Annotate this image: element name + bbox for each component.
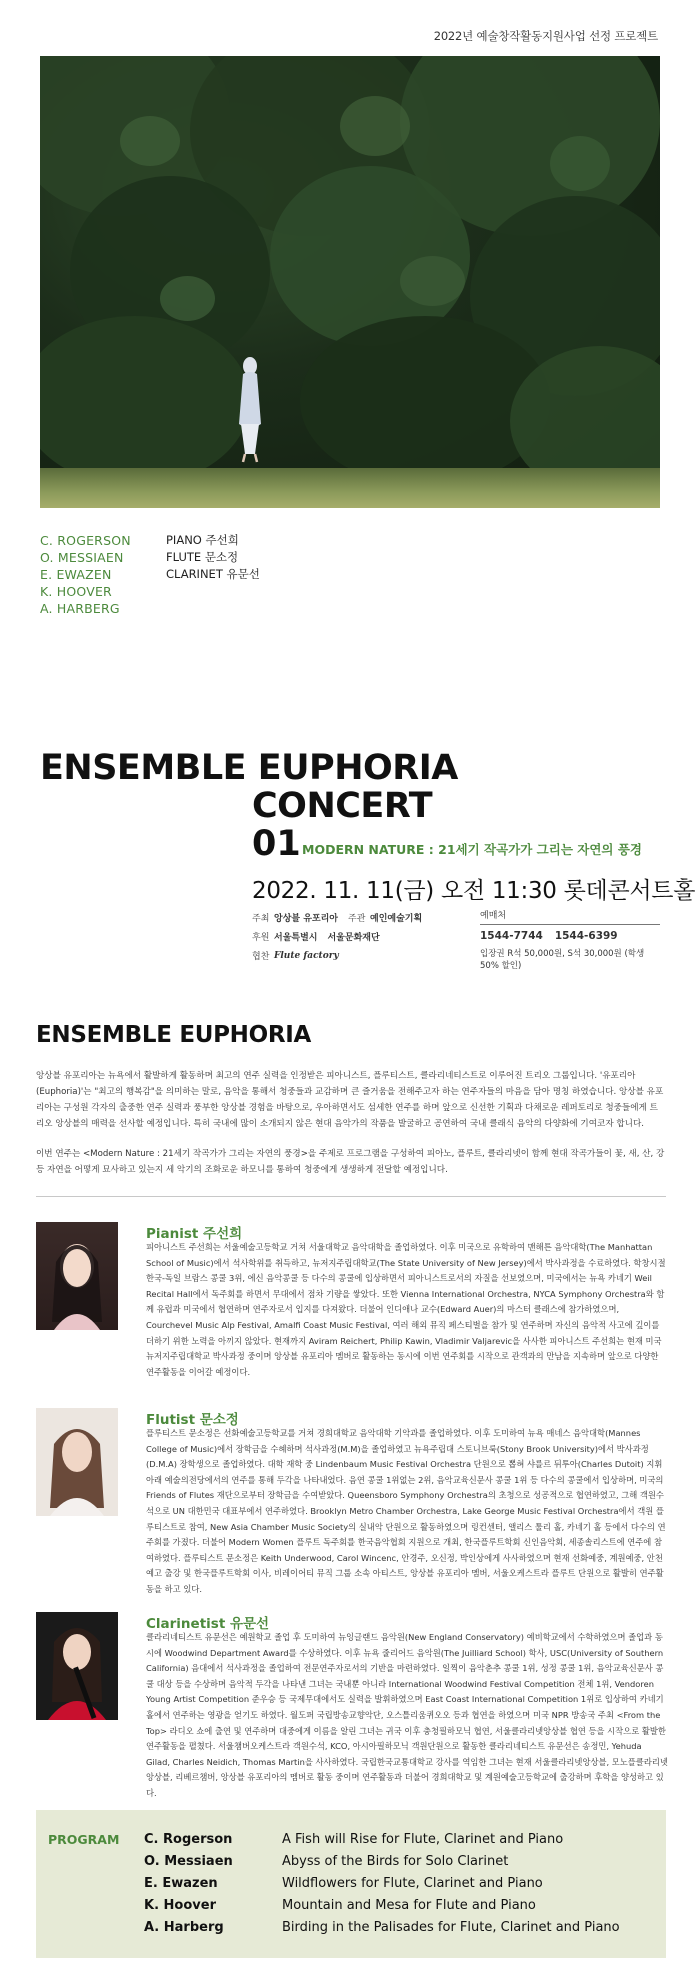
credits [252, 908, 432, 965]
host-name: 앙상블 유포리아 [274, 914, 338, 924]
composer-list [40, 532, 131, 617]
divider [36, 1196, 666, 1197]
concert-title-line2: CONCERT [252, 786, 433, 826]
sponsor-logo-seoul: 서울특별시 [274, 933, 318, 943]
program-composer: O. Messiaen [144, 1854, 233, 1869]
program-box [36, 1810, 666, 1958]
program-work: Wildflowers for Flute, Clarinet and Piano [282, 1876, 543, 1891]
clarinetist-bio: 클라리네티스트 유문선은 예원학교 졸업 후 도미하여 뉴잉글랜드 음악원(New England Conservatory) 예비학교에서 수학하였으며 졸업과 동시에 Woodwind Department Award를 수상하였다. 이후 뉴욕 줄리어드 음악원(The Juilliard School) 학사, USC(University of Southern California) 음대에서 석사과정을 졸업하여 전문연주자로서의 기반을 마련하였다. 일찍이 음악춘추 콩쿨 1위, 성정 콩쿨 1위, 음악교육신문사 콩쿨 대상 등을 수상하며 음악적 두각을 나타낸 그녀는 국내뿐 아니라 International Woodwind Festival Competition 전체 1위, Vendoren Young Artist Competition 준우승 등 국제무대에서도 실력을 발휘하였으며 East Coast International Competition 1위로 입상하여 카네기 홀에서 연주하는 영광을 얻기도 하였다. 월도퍼 국립방송교향악단, 오스틀리움퀴오오 등과 협연을 하였으며 미국 NPR 방송국 주최 <From the Top> 라디오 쇼에 출연 및 연주하며 대중에게 이름을 알린 그녀는 귀국 이후 충청필하모닉 협연, 서울클라리넷앙상블 협연 등을 시작으로 활발한 연주활동을 펼쳤다. 서울챔버오케스트라 객원수석, KCO, 아시아필하모닉 객원단원으로 활동한 클라리네티스트 유문선은 송정민, Yehuda Gilad, Charles Neidich, Thomas Martin을 사사하였다. 국립한국교통대학교 강사를 역임한 그녀는 현재 서울클라리넷앙상블, 모노플클라리넷앙상블, 리베르챔버, 앙상블 유포리아의 멤버로 활동 중이며 연주활동과 더불어 경희대학교 및 계원예술고등학교에 출강하며 후학을 양성하고 있다. [146, 1632, 668, 1798]
program-work: Mountain and Mesa for Flute and Piano [282, 1898, 536, 1913]
ticket-price: 입장권 R석 50,000원, S석 30,000원 (학생 50% 할인) [480, 949, 645, 971]
program-composer: E. Ewazen [144, 1876, 218, 1891]
pianist-bio: 피아니스트 주선희는 서울예술고등학교 거쳐 서울대학교 음악대학을 졸업하였다. 이후 미국으로 유학하여 맨해튼 음악대학(The Manhattan School of Music)에서 석사학위를 취득하고, 뉴저지주립대학교(The State University of New Jersey)에서 박사과정을 수료하였다. 학창시절 한국-독일 브람스 콩쿨 3위, 에신 음악콩쿨 등 다수의 콩쿨에 입상하면서 피아니스트로서의 자질을 선보였으며, 미국에서는 뉴욕 카네기 Weil Recital Hall에서 독주회를 하면서 무대에서 점차 기량을 쌓았다. 또한 Vienna International Orchestra, NYCA Symphony Orchestra와 함께 유럽과 미국에서 협연하며 연주자로서 입지를 다져왔다. 더불어 인디애나 교수(Edward Auer)의 마스터 클래스에 참가하였으며, Courchevel Music Alp Festival, Amalfi Coast Music Festival, 여러 해외 뮤직 페스티벌을 참가 및 연주하며 자신의 음악적 사고에 깊이를 더하기 위한 노력을 아끼지 않았다. 현재까지 Aviram Reichert, Philip Kawin, Vladimir Valjarevic을 사사한 피아니스트 주선희는 현재 미국 뉴저지주립대학교 박사과정 중이며 앙상블 유포리아 멤버로 활동하는 동시에 이번 연주회를 시작으로 관객과의 만남을 지속하며 앞으로 다양한 연주활동을 이어갈 예정이다. [146, 1242, 666, 1377]
flutist-bio: 플루티스트 문소정은 선화예술고등학교를 거쳐 경희대학교 음악대학 기악과를 졸업하였다. 이후 도미하여 뉴욕 매네스 음악대학(Mannes College of Music)에서 장학금을 수혜하며 석사과정(M.M)을 졸업하였고 뉴욕주립대 스토니브룩(Stony Brook University)에서 박사과정(D.M.A) 장학생으로 졸업하였다. 대학 재학 중 Lindenbaum Music Festival Orchestra 단원으로 뽑혀 샤를르 뒤투아(Charles Dutoit) 지휘 아래 예술의전당에서의 연주를 통해 두각을 나타내었다. 음연 콩쿨 1위없는 2위, 음악교육신문사 콩쿨 1위 등 다수의 콩쿨에서 입상하며, 미국의 Friends of Flutes 재단으로부터 장학금을 수여받았다. Queensboro Symphony Orchestra의 초청으로 성공적으로 협연하였고, 그해 객원수석으로 UN 대한민국 대표부에서 연주하였다. Brooklyn Metro Chamber Orchestra, Lake George Music Festival Orchestra에서 객원 플루티스트로 참여, New Asia Chamber Music Society의 실내악 단원으로 활동하였으며 링컨센터, 앨리스 툴리 홀, 카네기 홀 등에서 다수의 연주회를 가졌다. 더불어 Modern Women 플루트 독주회를 한국음악협회 지원으로 개최, 한국플루트학회 신인음악회, 세종솔리스트에 연주에 참여하였다. 플루티스트 문소정은 Keith Underwood, Carol Wincenc, 안경주, 오신정, 박인상에게 사사하였으며 현재 선화예중, 계원예중, 안천예고 출강 및 한국플루트학회 이사, 비레이어티 뮤직 그룹 소속 아티스트, 앙상블 유포리아 멤버, 서울오케스트라 플루트 단원으로 활발히 연주활동을 하고 있다. [146, 1428, 666, 1594]
ticket-info [480, 908, 660, 971]
organizer-label: 주관 [348, 914, 366, 924]
program-label: PROGRAM [48, 1832, 120, 1847]
sponsor-label: 후원 [252, 933, 270, 943]
partner-logo: Flute factory [274, 950, 339, 961]
composer-name: K. HOOVER [40, 584, 112, 599]
composer-name: E. EWAZEN [40, 567, 112, 582]
ensemble-heading: ENSEMBLE EUPHORIA [36, 1022, 312, 1048]
program-work: Abyss of the Birds for Solo Clarinet [282, 1854, 509, 1869]
ticket-label: 예매처 [480, 908, 660, 925]
performer-name: PIANO 주선희 [166, 533, 239, 547]
lotte-phone: 1544-7744 [480, 930, 543, 942]
flutist-photo [36, 1408, 118, 1516]
performer-name: FLUTE 문소정 [166, 550, 239, 564]
ensemble-intro: 앙상블 유포리아는 뉴욕에서 활발하게 활동하며 최고의 연주 실력을 인정받은 피아니스트, 플루티스트, 클라리네티스트로 이루어진 트리오 그룹입니다. '유포리아(Euphoria)'는 "최고의 행복감"을 의미하는 말로, 음악을 통해서 청중들과 교감하며 큰 즐거움을 전해주고자 하는 연주자들의 마음을 담아 명칭 하였습니다. 앙상블 유포리아는 구성원 각자의 출중한 연주 실력과 풍부한 앙상블 경험을 바탕으로, 우아하면서도 섬세한 연주를 하며 앞으로 신선한 기획과 다채로운 레퍼토리로 청중들에게 트리오 앙상블의 매력을 선사할 예정입니다. 특히 국내에 많이 소개되지 않은 현대 음악가의 작품을 발굴하고 공연하여 국내 클래식 음악의 다양화에 기여코자 합니다. [36, 1071, 664, 1129]
program-work: A Fish will Rise for Flute, Clarinet and Piano [282, 1832, 564, 1847]
concert-subtitle: MODERN NATURE : 21세기 작곡가가 그리는 자연의 풍경 [302, 842, 642, 857]
composer-name: O. MESSIAEN [40, 550, 124, 565]
host-label: 주최 [252, 914, 270, 924]
project-caption: 2022년 예술창작활동지원사업 선정 프로젝트 [433, 29, 658, 43]
clarinetist-title: Clarinetist 유문선 [146, 1616, 270, 1632]
partner-label: 협찬 [252, 952, 270, 962]
composer-name: C. ROGERSON [40, 533, 131, 548]
clarinetist-photo [36, 1612, 118, 1720]
concert-number: 01 [252, 824, 301, 864]
program-composer: K. Hoover [144, 1898, 216, 1913]
cover-photo [40, 56, 660, 508]
program-composer: A. Harberg [144, 1920, 224, 1935]
pianist-title: Pianist 주선희 [146, 1226, 243, 1242]
organizer-name: 예인예술기획 [370, 914, 423, 924]
interpark-phone: 1544-6399 [554, 930, 618, 942]
program-composer: C. Rogerson [144, 1832, 233, 1847]
pianist-photo [36, 1222, 118, 1330]
concert-datetime: 2022. 11. 11(금) 오전 11:30 롯데콘서트홀 [252, 878, 696, 904]
performer-list [166, 532, 260, 583]
performer-name: CLARINET 유문선 [166, 567, 260, 581]
composer-name: A. HARBERG [40, 601, 120, 616]
ensemble-program-note: 이번 연주는 <Modern Nature : 21세기 작곡가가 그리는 자연의 풍경>을 주제로 프로그램을 구성하여 피아노, 플루트, 클라리넷이 함께 현대 작곡가들이 꽃, 새, 산, 강 등 자연을 어떻게 묘사하고 있는지 세 악기의 조화로운 하모니를 통하여 청중에게 생생하게 전달할 예정입니다. [36, 1149, 665, 1175]
flutist-title: Flutist 문소정 [146, 1412, 239, 1428]
concert-title-line1: ENSEMBLE EUPHORIA [40, 748, 458, 788]
program-work: Birding in the Palisades for Flute, Clarinet and Piano [282, 1920, 620, 1935]
sponsor-logo-foundation: 서울문화재단 [327, 933, 380, 943]
dancer-figure [235, 354, 265, 464]
